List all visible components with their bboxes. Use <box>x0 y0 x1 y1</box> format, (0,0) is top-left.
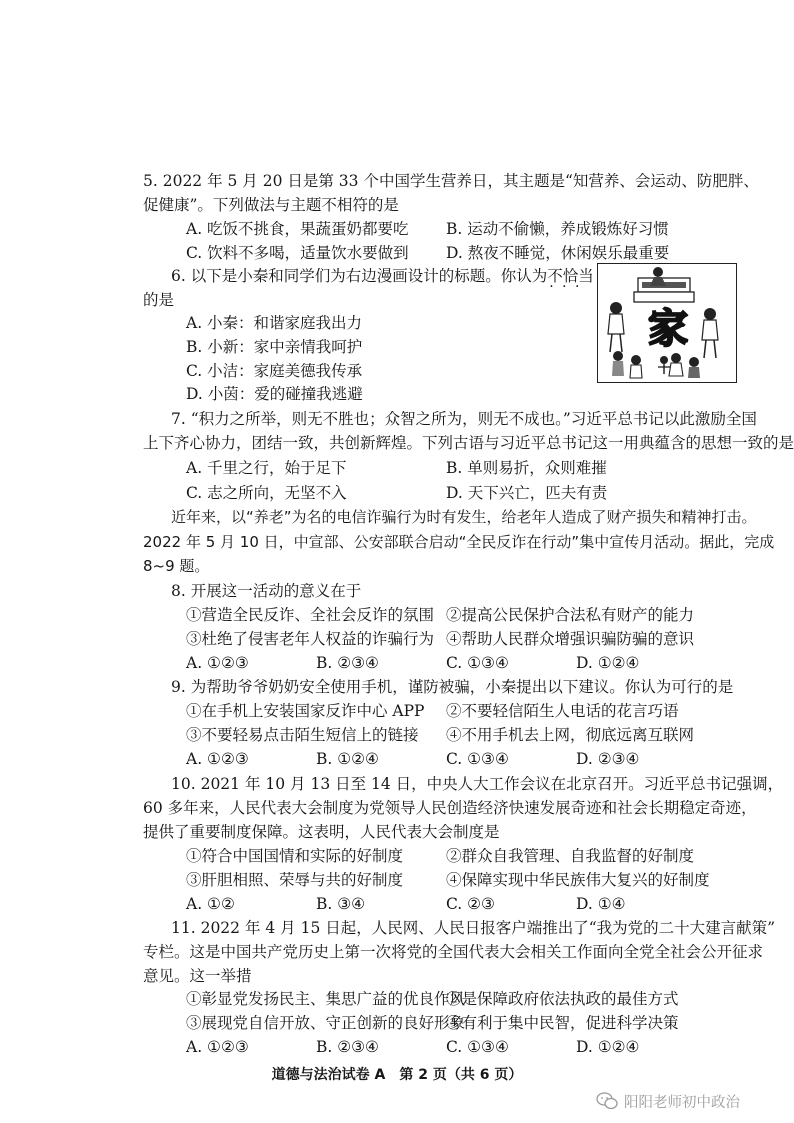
q6-option-d: D. 小茵：爱的碰撞我逃避 <box>186 385 363 403</box>
q7-stem-line2: 上下齐心协力，团结一致，共创新辉煌。下列古语与习近平总书记这一用典蕴含的思想一致的是 <box>143 434 794 452</box>
q11-stem-line1: 11. 2022 年 4 月 15 日起，人民网、人民日报客户端推出了“我为党的二十大建言献策” <box>171 919 776 937</box>
q9-item-2: ②不要轻信陌生人电话的花言巧语 <box>446 702 679 720</box>
q9-item-4: ④不用手机去上网，彻底远离互联网 <box>446 726 695 744</box>
comic-body-left <box>608 314 624 334</box>
comic-head-kid4 <box>689 357 699 367</box>
q6-option-a: A. 小秦：和谐家庭我出力 <box>186 314 363 332</box>
q10-stem-line1: 10. 2021 年 10 月 13 日至 14 日，中央人大工作会议在北京召开。习近平总书记强调， <box>171 775 784 793</box>
comic-head-kid2 <box>631 355 641 365</box>
q6-stem-line2: 的是 <box>143 291 175 309</box>
q11-option-d: D. ①②④ <box>576 1038 640 1056</box>
comic-box-base <box>634 292 694 302</box>
q11-stem-line2: 专栏。这是中国共产党历史上第一次将党的全国代表大会相关工作面向全党全社会公开征求 <box>143 943 764 961</box>
q10-option-b: B. ③④ <box>316 895 366 913</box>
q10-option-d: D. ①④ <box>576 895 626 913</box>
q5-option-a: A. 吃饭不挑食，果蔬蛋奶都要吃 <box>186 220 409 238</box>
q10-stem-line2: 60 多年来，人民代表大会制度为党领导人民创造经济快速发展奇迹和社会长期稳定奇迹， <box>143 799 757 817</box>
q8-option-b: B. ②③④ <box>316 654 379 672</box>
q6-stem-emphasis: 不恰当 · · · <box>547 267 594 285</box>
comic-head-kid1 <box>613 351 623 361</box>
q8-option-d: D. ①②④ <box>576 654 640 672</box>
q8-option-a: A. ①②③ <box>186 654 249 672</box>
q11-item-4: ④有利于集中民智，促进科学决策 <box>446 1014 679 1032</box>
q7-option-d: D. 天下兴亡，匹夫有责 <box>446 484 608 502</box>
q11-item-3: ③展现党自信开放、守正创新的良好形象 <box>186 1014 466 1032</box>
q5-option-b: B. 运动不偷懒，养成锻炼好习惯 <box>446 220 669 238</box>
q10-item-3: ③肝胆相照、荣辱与共的好制度 <box>186 871 404 889</box>
comic-body-kid1 <box>612 361 624 376</box>
comic-head-right <box>704 308 716 320</box>
watermark-text: 阳阳老师初中政治 <box>624 1094 740 1111</box>
q11-stem-line3: 意见。这一举措 <box>143 967 252 985</box>
material-line1: 近年来，以“养老”为名的电信诈骗行为时有发生，给老年人造成了财产损失和精神打击。 <box>171 508 757 526</box>
comic-jia-character: 家 <box>648 306 688 352</box>
q8-item-4: ④帮助人民群众增强识骗防骗的意识 <box>446 630 695 648</box>
q7-option-a: A. 千里之行，始于足下 <box>186 459 347 477</box>
comic-body-kid2 <box>630 365 642 378</box>
q11-option-a: A. ①②③ <box>186 1038 249 1056</box>
q11-item-1: ①彰显党发扬民主、集思广益的优良作风 <box>186 990 466 1008</box>
comic-head-left <box>610 302 622 314</box>
q6-stem-line1 <box>171 266 594 286</box>
comic-body-right <box>702 320 718 340</box>
q10-item-2: ②群众自我管理、自我监督的好制度 <box>446 847 695 865</box>
q9-option-c: C. ①③④ <box>446 750 509 768</box>
q6-stem-text: 6. 以下是小秦和同学们为右边漫画设计的标题。你认为 <box>171 267 548 285</box>
q10-item-1: ①符合中国国情和实际的好制度 <box>186 847 404 865</box>
q10-stem-line3: 提供了重要制度保障。这表明，人民代表大会制度是 <box>143 823 500 841</box>
q9-stem: 9. 为帮助爷爷奶奶安全使用手机，谨防被骗，小秦提出以下建议。你认为可行的是 <box>171 678 734 696</box>
q11-option-b: B. ②③④ <box>316 1038 379 1056</box>
q5-option-d: D. 熬夜不睡觉，休闲娱乐最重要 <box>446 244 670 262</box>
q8-option-c: C. ①③④ <box>446 654 509 672</box>
page-footer: 道德与法治试卷 A 第 2 页（共 6 页） <box>271 1067 523 1083</box>
material-line2: 2022 年 5 月 10 日，中宣部、公安部联合启动“全民反诈在行动”集中宣传月活动。据此，完成 <box>143 533 775 551</box>
q10-option-a: A. ①② <box>186 895 235 913</box>
wechat-icon <box>596 1092 618 1110</box>
material-line3: 8~9 题。 <box>143 557 210 575</box>
q11-option-c: C. ①③④ <box>446 1038 509 1056</box>
q9-item-3: ③不要轻易点击陌生短信上的链接 <box>186 726 419 744</box>
comic-head-top <box>653 267 663 277</box>
comic-drawing <box>598 264 736 382</box>
q8-stem: 8. 开展这一活动的意义在于 <box>171 582 362 600</box>
q8-item-1: ①营造全民反诈、全社会反诈的氛围 <box>186 606 435 624</box>
q9-option-d: D. ②③④ <box>576 750 640 768</box>
q10-option-c: C. ②③ <box>446 895 495 913</box>
q7-option-b: B. 单则易折，众则难摧 <box>446 459 607 477</box>
q10-item-4: ④保障实现中华民族伟大复兴的好制度 <box>446 871 710 889</box>
q5-option-c: C. 饮料不多喝，适量饮水要做到 <box>186 244 409 262</box>
q7-stem-line1: 7. “积力之所举，则无不胜也；众智之所为，则无不成也。”习近平总书记以此激励全国 <box>171 410 757 428</box>
q8-item-2: ②提高公民保护合法私有财产的能力 <box>446 606 695 624</box>
watermark <box>596 1090 740 1112</box>
q6-option-c: C. 小洁：家庭美德我传承 <box>186 362 363 380</box>
q11-item-2: ②是保障政府依法执政的最佳方式 <box>446 990 679 1008</box>
q6-comic-illustration <box>597 263 737 383</box>
q9-option-b: B. ①②④ <box>316 750 379 768</box>
comic-body-kid4 <box>688 367 700 378</box>
comic-body-kid3 <box>669 363 683 376</box>
q8-item-3: ③杜绝了侵害老年人权益的诈骗行为 <box>186 630 435 648</box>
q6-option-b: B. 小新：家中亲情我呵护 <box>186 338 363 356</box>
comic-head-kid3 <box>671 353 681 363</box>
q5-stem-line2: 促健康”。下列做法与主题不相符的是 <box>143 196 399 214</box>
q9-item-1: ①在手机上安装国家反诈中心 APP <box>186 702 425 720</box>
q7-option-c: C. 志之所向，无坚不入 <box>186 484 347 502</box>
q9-option-a: A. ①②③ <box>186 750 249 768</box>
q5-stem-line1: 5. 2022 年 5 月 20 日是第 33 个中国学生营养日，其主题是“知营养、会运动、防肥胖、 <box>143 172 759 190</box>
